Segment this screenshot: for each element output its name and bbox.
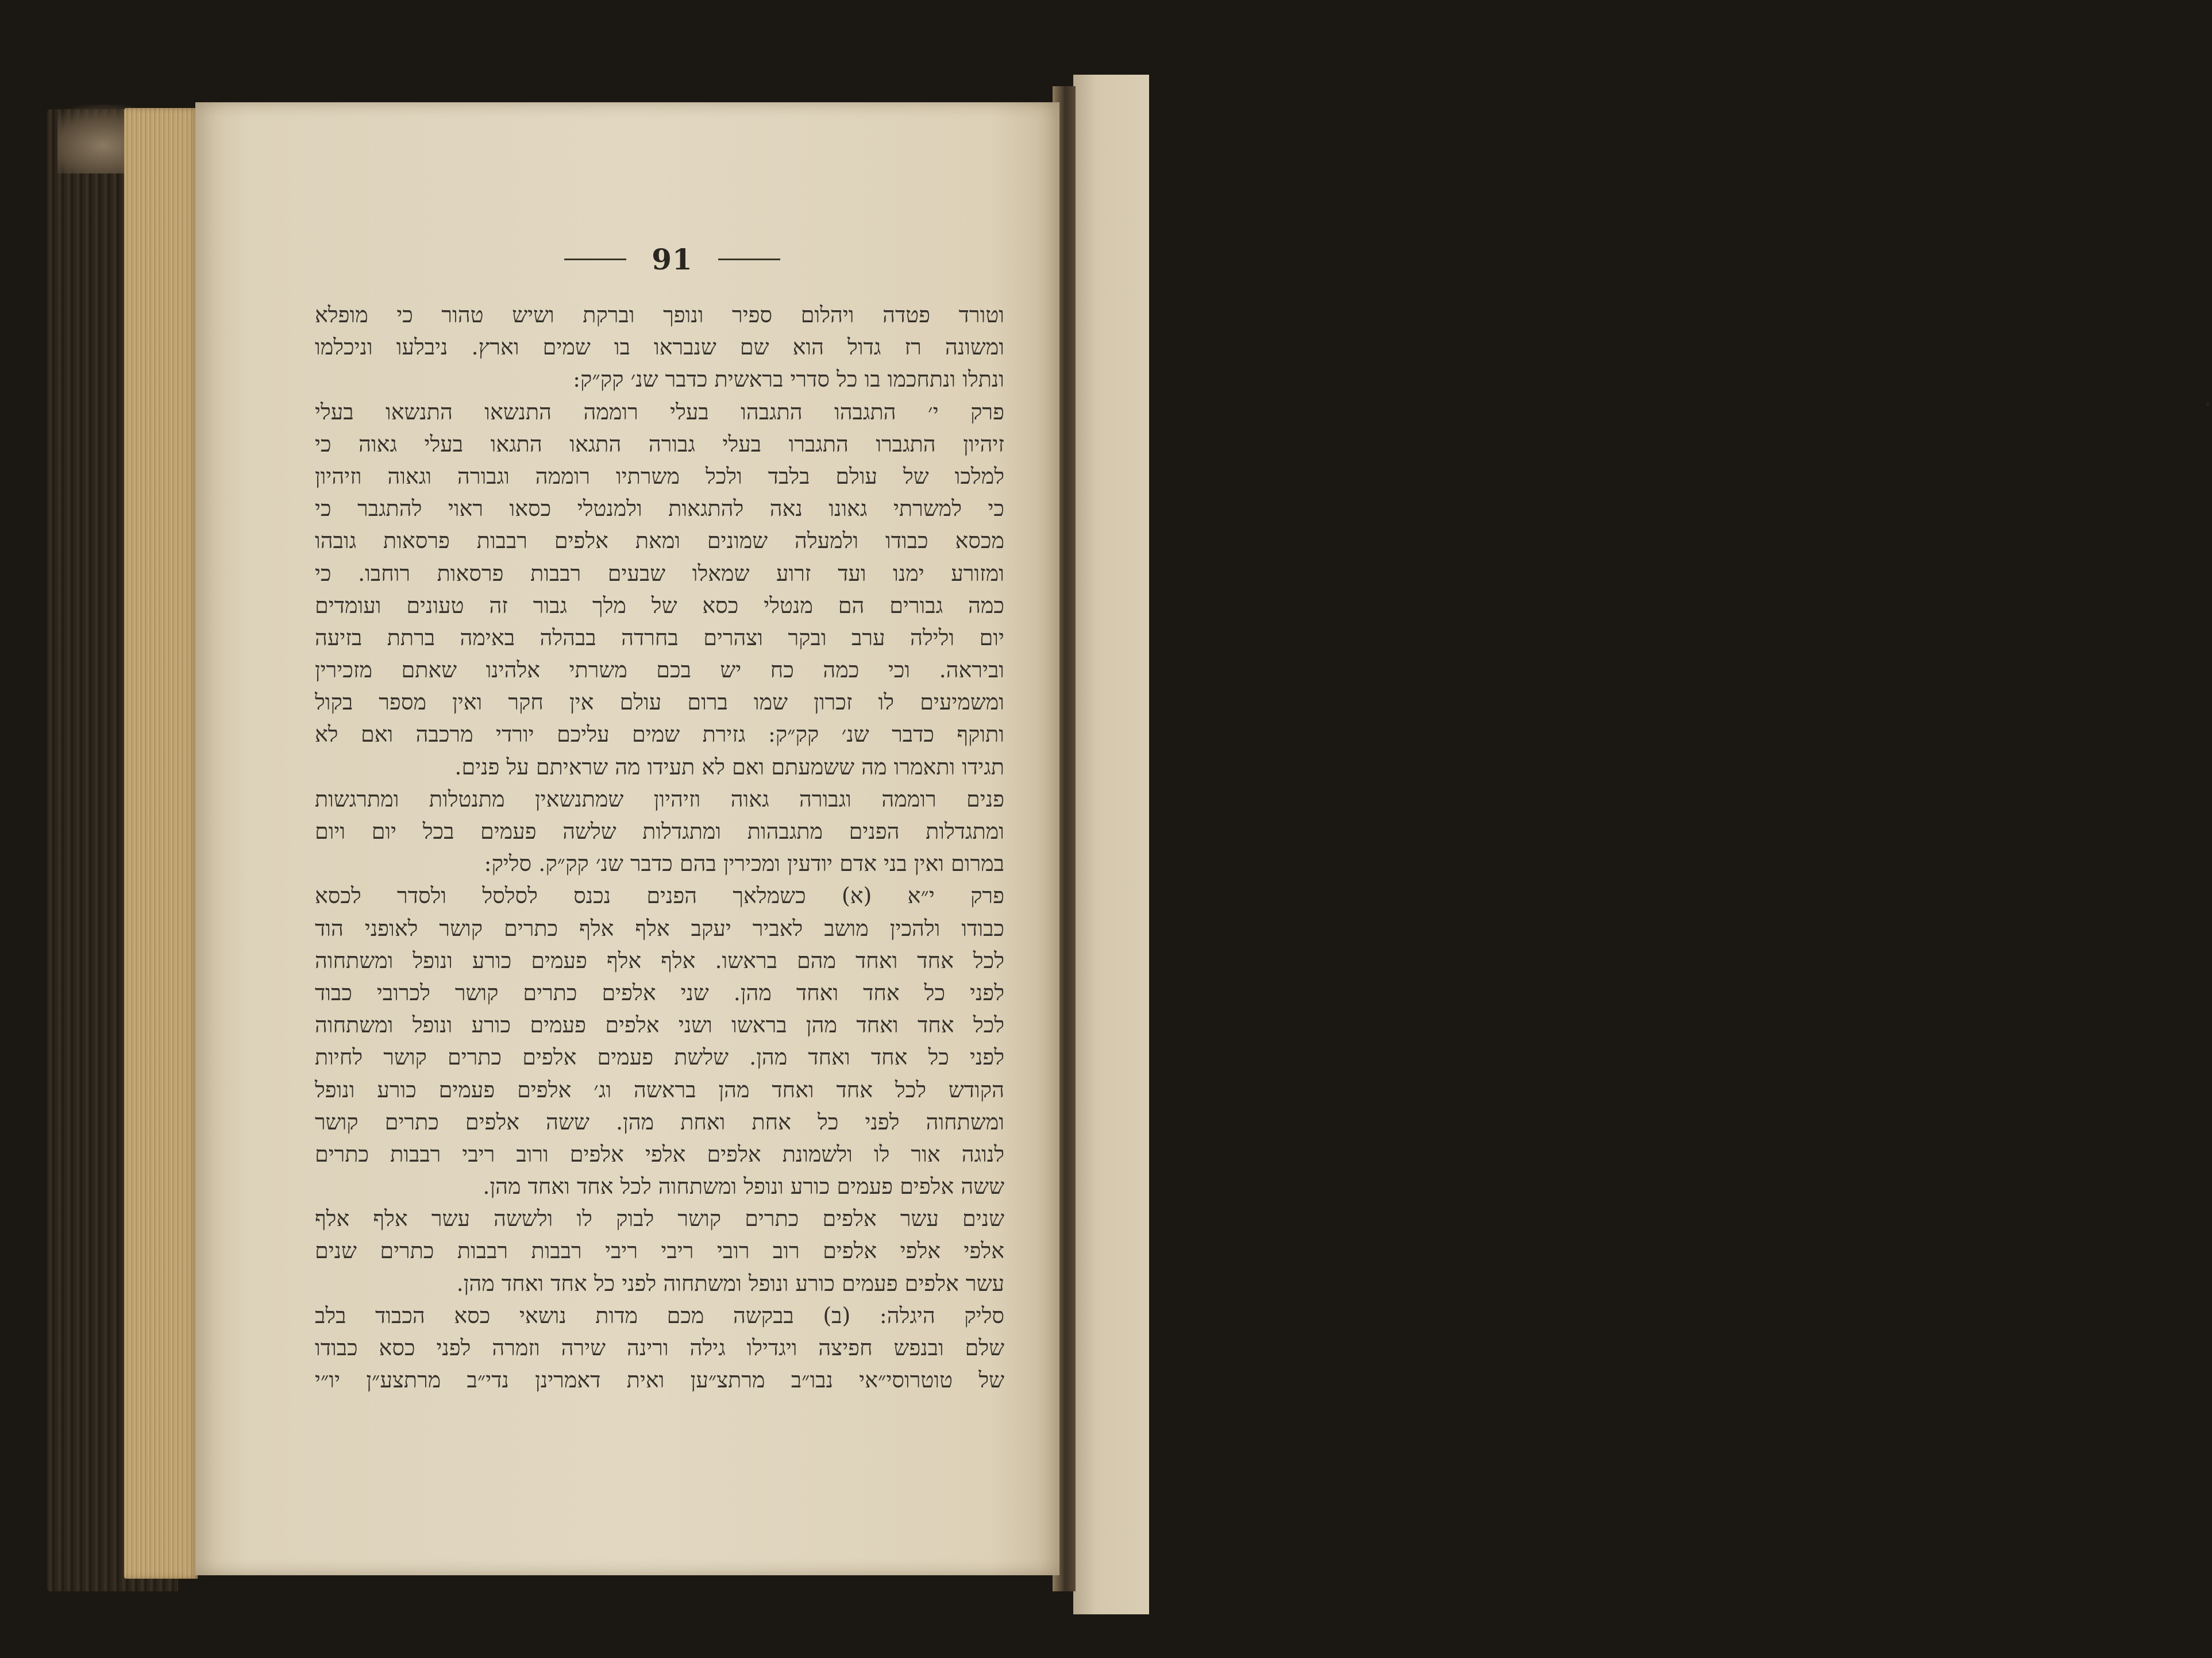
text-line: במרום ואין בני אדם יודעין ומכירין בהם כדבר שנ׳ קק״ק. סליק:: [484, 851, 1004, 877]
text-line: ומשתחוה לפני כל אחת ואחת מהן. ששה אלפים כתרים קושר: [315, 1109, 1004, 1135]
text-line: לפני כל אחד ואחד מהן. שני אלפים כתרים קושר לכרובי כבוד: [315, 980, 1004, 1005]
text-line: וטורד פטדה ויהלום ספיר ונופך וברקת ושיש טהור כי מופלא: [315, 302, 1004, 327]
text-line: כמה גבורים הם מנטלי כסא של מלך גבור זה טעונים ועומדים: [315, 592, 1004, 618]
text-line: כי למשרתי גאונו נאה להתגאות ולמנטלי כסאו ראוי להתגבר כי: [315, 496, 1004, 522]
text-line: עשר אלפים פעמים כורע ונופל ומשתחוה לפני כל אחד ואחד מהן.: [456, 1270, 1004, 1296]
text-line: ומתגדלות הפנים מתגבהות ומתגדלות שלשה פעמים בכל יום ויום: [315, 819, 1004, 844]
text-line: כבודו ולהכין מושב לאביר יעקב אלף אלף כתרים קושר לאופני הוד: [315, 915, 1004, 941]
text-line: פרק י״א (א) כשמלאך הפנים נכנס לסלסל ולסדר לכסא: [315, 883, 1004, 909]
hebrew-text-block: [315, 299, 1004, 1396]
text-line: וביראה. וכי כמה כח יש בכם משרתי אלהינו שאתם מזכירין: [315, 657, 1004, 683]
header-rule-left: [564, 259, 626, 260]
text-line: של טוטרוסי״אי נבו״ב מרתצ״ען ואית דאמרינן נדי״ב מרתצע״ן יו״י: [315, 1367, 1004, 1393]
text-line: פנים רוממה וגבורה גאוה וזיהיון שמתנשאין מתנטלות ומתרגשות: [315, 786, 1004, 812]
text-line: אלפי אלפי אלפים רוב רובי ריבי ריבי רבבות רבבות כתרים שנים: [315, 1238, 1004, 1264]
text-line: יום ולילה ערב ובקר וצהרים בחרדה בבהלה באימה ברתת בזיעה: [315, 624, 1004, 650]
facing-page-mark: .: [2204, 385, 2211, 411]
text-line: ותוקף כדבר שנ׳ קק״ק: גזירת שמים עליכם יורדי מרכבה ואם לא: [315, 722, 1004, 747]
text-line: הקודש לכל אחד ואחד מהן בראשה וג׳ אלפים פעמים כורע ונופל: [315, 1077, 1004, 1102]
facing-page: [1073, 75, 2211, 1614]
text-line: זיהיון התגברו התגברו בעלי גבורה התגאו התגאו בעלי גאוה כי: [315, 431, 1004, 457]
page-edges: [124, 108, 198, 1579]
text-line: סליק היגלה: (ב) בבקשה מכם מדות נושאי כסא הכבוד בלב: [315, 1302, 1004, 1328]
header-rule-right: [718, 259, 780, 260]
text-line: תגידו ותאמרו מה ששמעתם ואם לא תעידו מה שראיתם על פנים.: [454, 754, 1004, 780]
text-line: שנים עשר אלפים כתרים קושר לבוק לו ולששה עשר אלף אלף: [315, 1206, 1004, 1232]
text-line: ומשמיעים לו זכרון שמו ברום עולם אין חקר ואין מספר בקול: [315, 689, 1004, 715]
text-line: פרק י׳ התגבהו התגבהו בעלי רוממה התנשאו התנשאו בעלי: [315, 399, 1004, 425]
page-number: 91: [652, 242, 693, 276]
text-line: ששה אלפים פעמים כורע ונופל ומשתחוה לכל אחד ואחד מהן.: [483, 1174, 1004, 1200]
text-line: למלכו של עולם בלבד ולכל משרתיו רוממה וגבורה וגאוה וזיהיון: [315, 463, 1004, 489]
text-line: ומשונה רז גדול הוא שם שנבראו בו שמים וארץ. ניבלעו וניכלמו: [315, 334, 1004, 360]
text-line: שלם ובנפש חפיצה ויגדילו גילה ורינה שירה וזמרה לפני כסא כבודו: [315, 1335, 1004, 1360]
text-line: לפני כל אחד ואחד מהן. שלשת פעמים אלפים כתרים קושר לחיות: [315, 1044, 1004, 1070]
text-line: מכסא כבודו ולמעלה שמונים ומאת אלפים רבבות פרסאות גובהו: [315, 528, 1004, 554]
text-line: לכל אחד ואחד מהם בראשו. אלף אלף פעמים כורע ונופל ומשתחוה: [315, 947, 1004, 973]
text-line: ונתלו ונתחכמו בו כל סדרי בראשית כדבר שנ׳ קק״ק:: [573, 367, 1004, 392]
page-header: [546, 238, 799, 280]
text-line: לכל אחד ואחד מהן בראשו ושני אלפים פעמים כורע ונופל ומשתחוה: [315, 1012, 1004, 1038]
text-line: לנוגה אור לו ולשמונת אלפים אלפי אלפים ורוב ריבי רבבות כתרים: [315, 1141, 1004, 1167]
text-line: ומזורע ימנו ועד זרוע שמאלו שבעים רבבות פרסאות רוחבו. כי: [315, 560, 1004, 586]
